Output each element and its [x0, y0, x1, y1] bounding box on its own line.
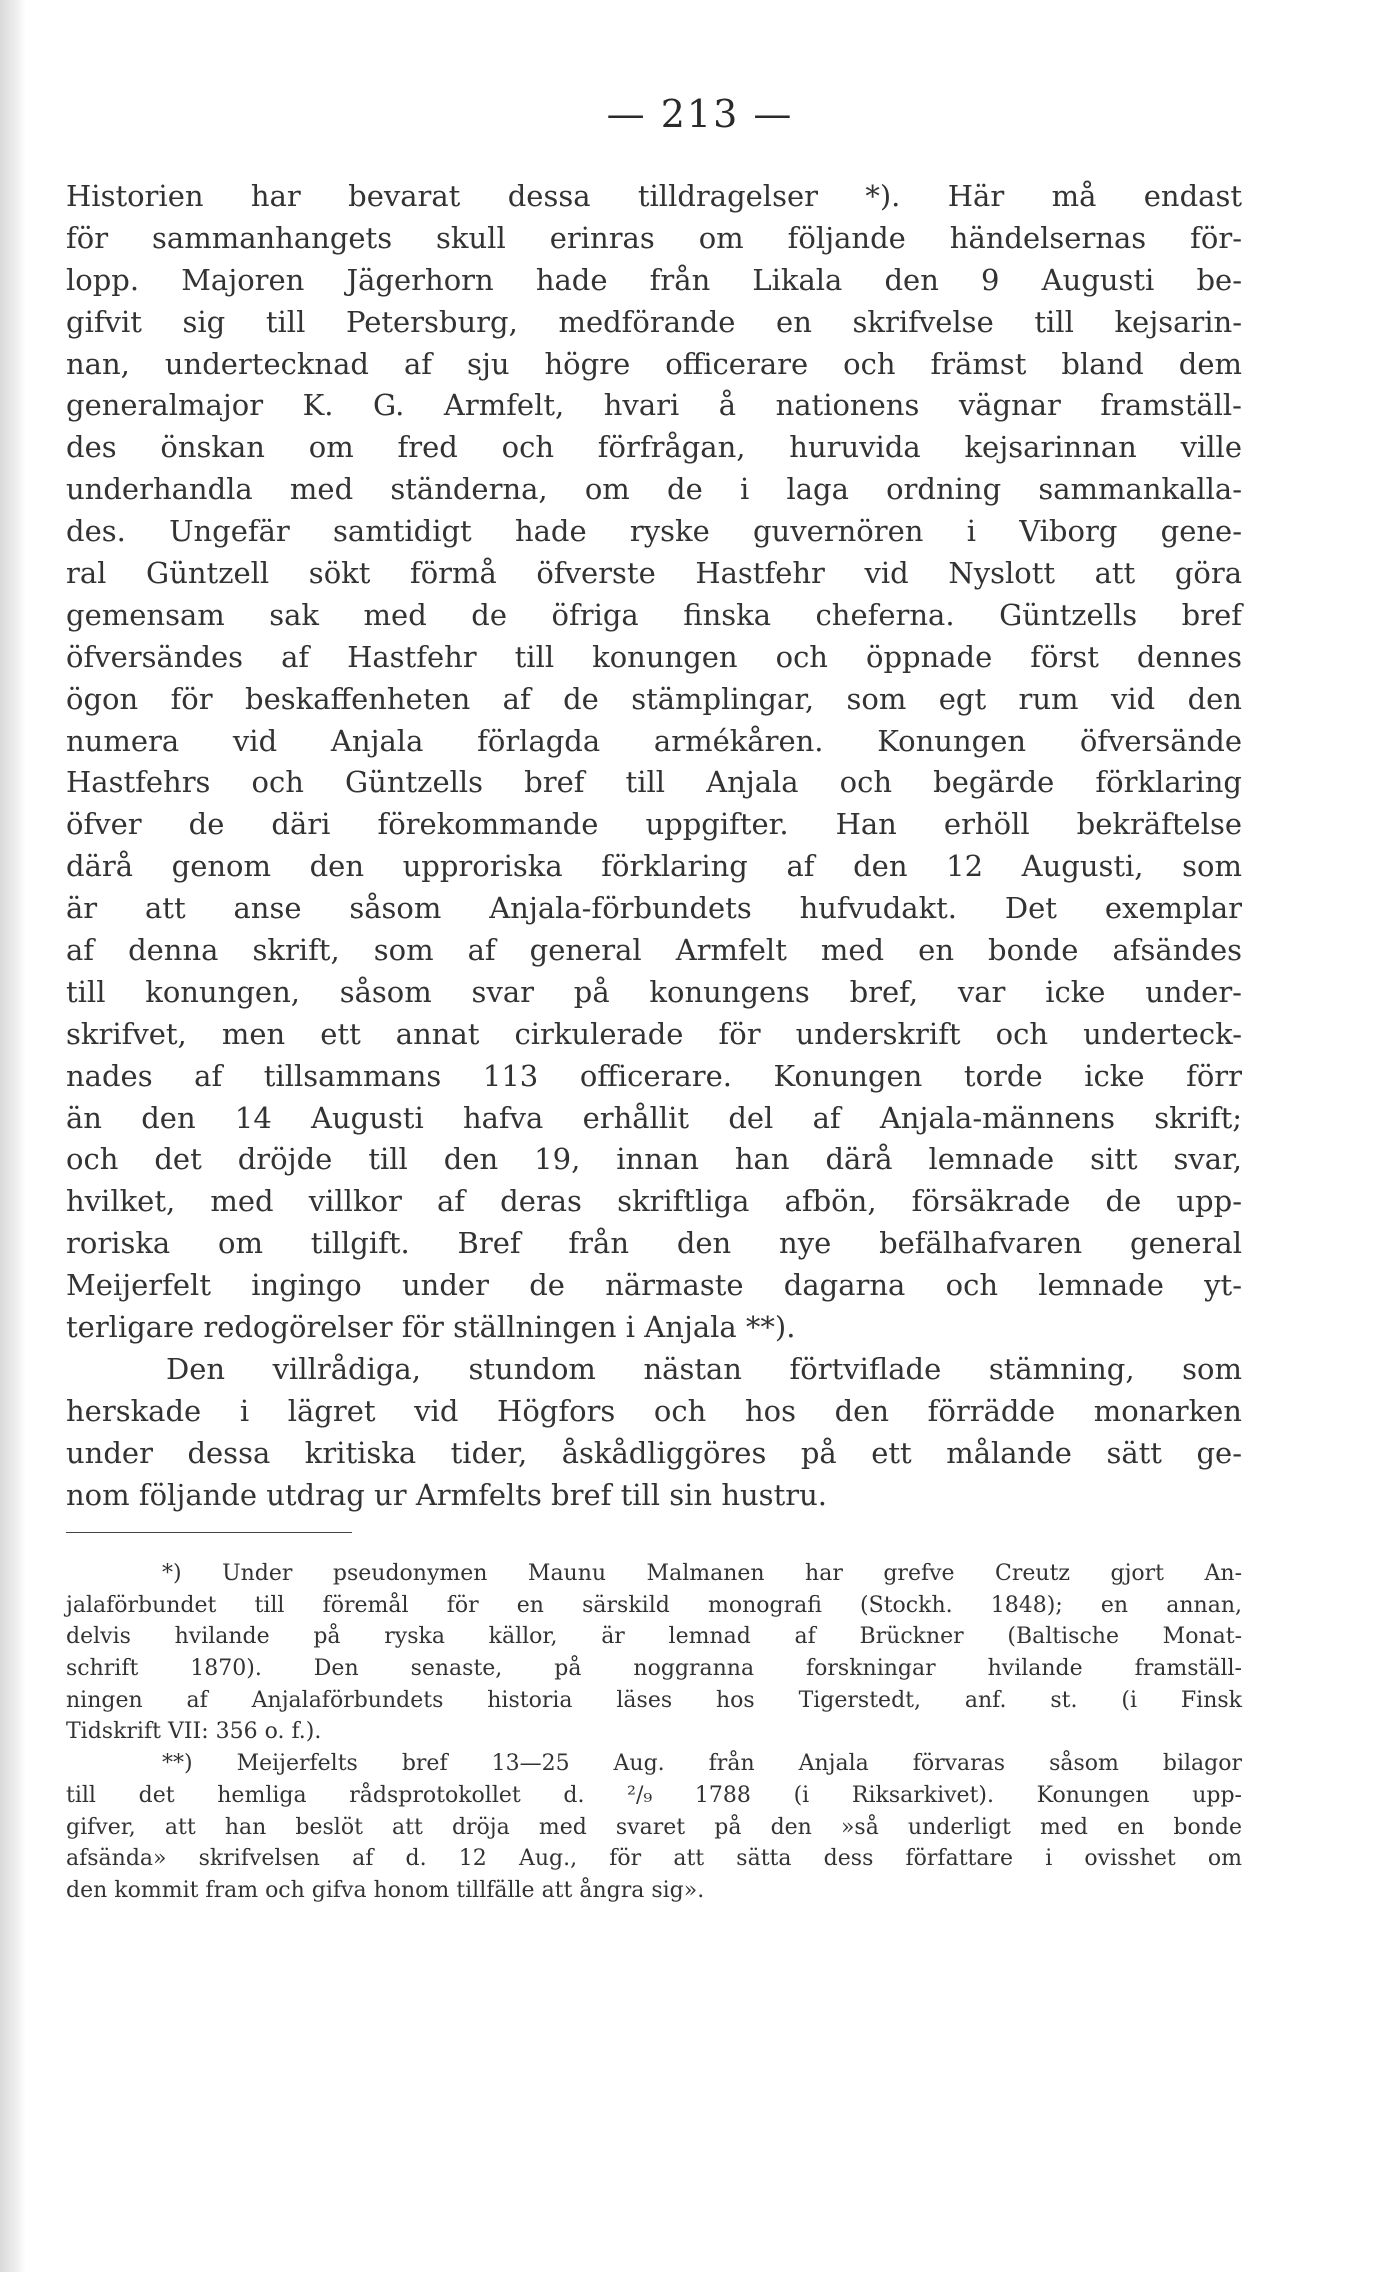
footnote-line: till det hemliga rådsprotokollet d. ²/₉ 1788 (i Riksarkivet). Konungen upp- — [66, 1782, 1242, 1808]
body-line: ögon för beskaffenheten af de stämplingar, som egt rum vid den — [66, 681, 1242, 716]
body-line: öfver de däri förekommande uppgifter. Han erhöll bekräftelse — [66, 807, 1242, 842]
body-line: des önskan om fred och förfrågan, huruvida kejsarinnan ville — [66, 430, 1242, 465]
footnotes — [66, 1558, 1242, 1907]
body-line: och det dröjde till den 19, innan han därå lemnade sitt svar, — [66, 1142, 1242, 1177]
body-line: des. Ungefär samtidigt hade ryske guvernören i Viborg gene- — [66, 514, 1242, 549]
body-text — [66, 176, 1242, 1517]
footnote-line: gifver, att han beslöt att dröja med svaret på den »så underligt med en bonde — [66, 1814, 1242, 1840]
body-line: Historien har bevarat dessa tilldragelser *). Här må endast — [66, 179, 1242, 213]
footnote-line: jalaförbundet till föremål för en särskild monografi (Stockh. 1848); en annan, — [66, 1592, 1242, 1618]
body-line: roriska om tillgift. Bref från den nye befälhafvaren general — [66, 1226, 1242, 1261]
body-line: nom följande utdrag ur Armfelts bref till sin hustru. — [66, 1477, 827, 1512]
body-line: är att anse såsom Anjala-förbundets hufvudakt. Det exemplar — [66, 891, 1242, 926]
body-line: underhandla med ständerna, om de i laga ordning sammankalla- — [66, 472, 1242, 507]
footnote-line: Tidskrift VII: 356 o. f.). — [66, 1719, 322, 1745]
body-line: gifvit sig till Petersburg, medförande en skrifvelse till kejsarin- — [66, 304, 1242, 339]
body-line: ral Güntzell sökt förmå öfverste Hastfehr vid Nyslott att göra — [66, 556, 1242, 591]
body-line: under dessa kritiska tider, åskådliggöres på ett målande sätt ge- — [66, 1435, 1242, 1470]
body-line: öfversändes af Hastfehr till konungen och öppnade först dennes — [66, 639, 1242, 674]
body-line: Den villrådiga, stundom nästan förtviflade stämning, som — [166, 1351, 1242, 1386]
body-line: generalmajor K. G. Armfelt, hvari å nationens vägnar framställ- — [66, 388, 1242, 423]
body-line: nades af tillsammans 113 officerare. Konungen torde icke förr — [66, 1058, 1242, 1093]
body-line: till konungen, såsom svar på konungens bref, var icke under- — [66, 974, 1242, 1009]
page-number: — 213 — — [606, 92, 794, 136]
body-line: Meijerfelt ingingo under de närmaste dagarna och lemnade yt- — [66, 1268, 1242, 1303]
body-line: herskade i lägret vid Högfors och hos den förrädde monarken — [66, 1393, 1242, 1428]
body-line: Hastfehrs och Güntzells bref till Anjala och begärde förklaring — [66, 765, 1242, 800]
footnote-line: **) Meijerfelts bref 13—25 Aug. från Anjala förvaras såsom bilagor — [162, 1751, 1242, 1777]
body-line: skrifvet, men ett annat cirkulerade för underskrift och underteck- — [66, 1016, 1242, 1051]
body-line: för sammanhangets skull erinras om följande händelsernas för- — [66, 220, 1242, 255]
body-line: lopp. Majoren Jägerhorn hade från Likala den 9 Augusti be- — [66, 262, 1242, 297]
body-line: därå genom den upproriska förklaring af den 12 Augusti, som — [66, 849, 1242, 884]
body-line: af denna skrift, som af general Armfelt med en bonde afsändes — [66, 933, 1242, 968]
body-line: hvilket, med villkor af deras skriftliga afbön, försäkrade de upp- — [66, 1184, 1242, 1219]
footnote-line: ningen af Anjalaförbundets historia läses hos Tigerstedt, anf. st. (i Finsk — [66, 1687, 1242, 1713]
body-line: terligare redogörelser för ställningen i Anjala **). — [66, 1310, 796, 1345]
footnote-line: delvis hvilande på ryska källor, är lemnad af Brückner (Baltische Monat- — [66, 1624, 1242, 1650]
page-edge-shadow — [0, 0, 26, 2272]
footnote-divider — [66, 1532, 352, 1533]
body-line: gemensam sak med de öfriga finska cheferna. Güntzells bref — [66, 597, 1242, 632]
footnote-line: *) Under pseudonymen Maunu Malmanen har grefve Creutz gjort An- — [162, 1561, 1242, 1586]
body-line: nan, undertecknad af sju högre officerare och främst bland dem — [66, 346, 1242, 381]
footnote-line: afsända» skrifvelsen af d. 12 Aug., för att sätta dess författare i ovisshet om — [66, 1846, 1242, 1872]
body-line: än den 14 Augusti hafva erhållit del af Anjala-männens skrift; — [66, 1100, 1242, 1135]
footnote-line: den kommit fram och gifva honom tillfälle att ångra sig». — [66, 1877, 705, 1903]
footnote-line: schrift 1870). Den senaste, på noggranna forskningar hvilande framställ- — [66, 1656, 1242, 1682]
body-line: numera vid Anjala förlagda armékåren. Konungen öfversände — [66, 723, 1242, 758]
